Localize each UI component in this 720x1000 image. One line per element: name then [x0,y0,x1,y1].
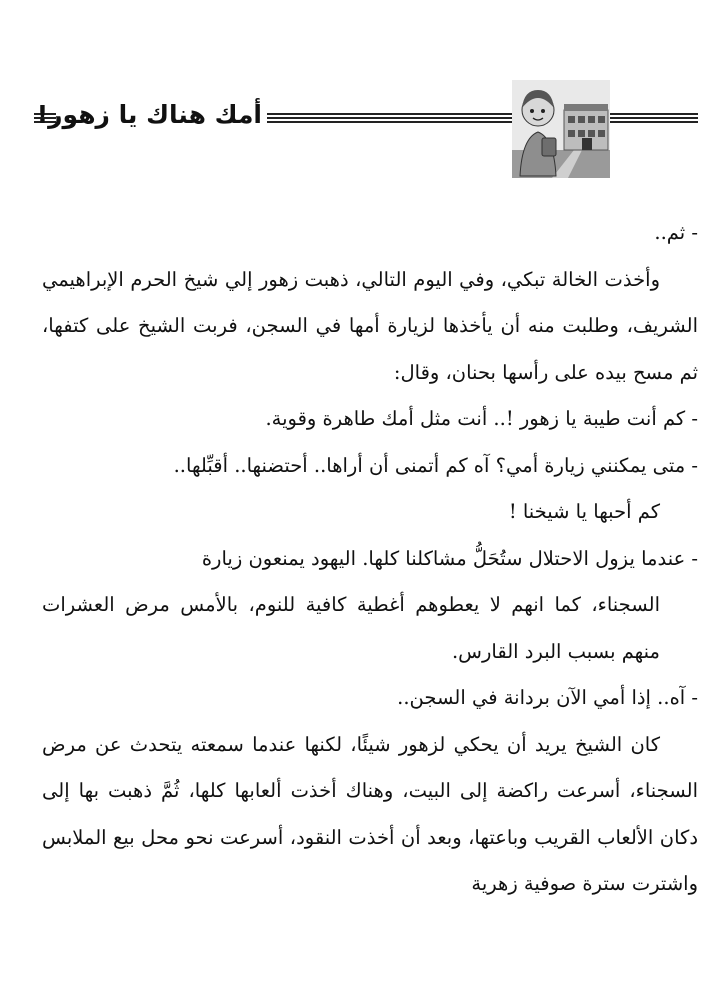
paragraph: وأخذت الخالة تبكي، وفي اليوم التالي، ذهبت زهور إلي شيخ الحرم الإبراهيمي الشريف، وطلبت منه أن يأخذها لزيارة أمها في السجن، فربت الشيخ على كتفها، ثم مسح بيده على رأسها بحنان، وقال: [42,267,698,384]
story-text [42,210,698,908]
dialogue-line: - كم أنت طيبة يا زهور !.. أنت مثل أمك طاهرة وقوية. [265,407,698,430]
dialogue-line: - آه.. إذا أمي الآن بردانة في السجن.. [397,686,698,709]
dialogue-continuation: كم أحبها يا شيخنا ! [508,500,660,523]
paragraph: كان الشيخ يريد أن يحكي لزهور شيئًا، لكنها عندما سمعته يتحدث عن مرض السجناء، أسرعت راكضة إلى البيت، وهناك أخذت ألعابها كلها، ثُمَّ ذهبت بها إلى دكان الألعاب القريب وباعتها، وبعد أن أخذت النقود، أسرعت نحو محل بيع الملابس واشترت سترة صوفية زهرية [42,732,698,895]
girl-with-school-building-illustration [512,80,610,178]
header-rule-middle [267,113,512,126]
paragraph: - ثم.. [654,221,698,244]
dialogue-continuation: السجناء، كما انهم لا يعطوهم أغطية كافية للنوم، بالأمس مرض العشرات منهم بسبب البرد القارس. [42,593,660,663]
dialogue-line: - متى يمكنني زيارة أمي؟ آه كم أتمنى أن أراها.. أحتضنها.. أقبِّلها.. [173,453,698,477]
dialogue-line: - عندما يزول الاحتلال ستُحَلُّ مشاكلنا كلها. اليهود يمنعون زيارة [201,546,698,570]
header-rule-right [610,113,698,126]
chapter-header [0,80,720,180]
chapter-title: أمك هناك يا زهور! [36,100,262,129]
